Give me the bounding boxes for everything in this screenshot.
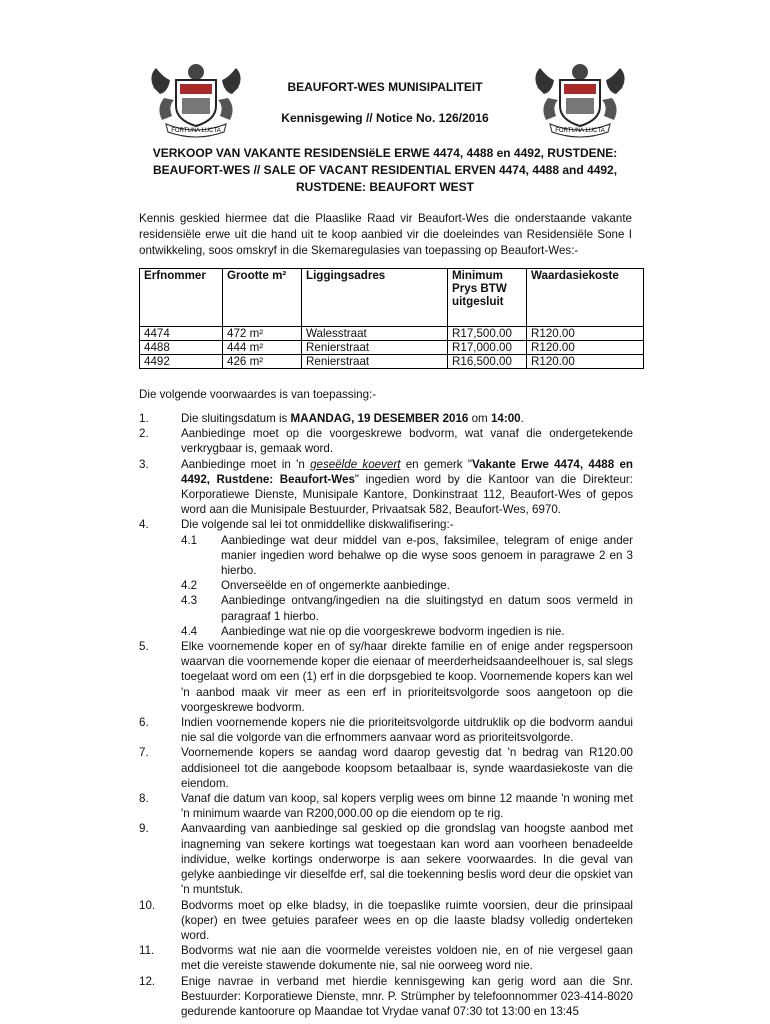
page-title: VERKOOP VAN VAKANTE RESIDENSIëLE ERWE 4474, 4488 en 4492, RUSTDENE: BEAUFORT-WES // SALE OF VACANT RESIDENTIAL ERVEN 4474, 4488 and 4492, RUSTDENE: BEAUFORT WEST	[152, 146, 618, 194]
item-number: 8.	[139, 792, 149, 806]
list-item	[139, 426, 633, 456]
col-header: Grootte m²	[223, 269, 302, 327]
municipality-heading: BEAUFORT-WES MUNISIPALITEIT	[287, 80, 483, 94]
item-text: Bodvorms moet op elke bladsy, in die toepaslike ruimte voorsien, deur die prinsipaal (koper) en twee getuies parafeer wees en op die laaste bladsy volledig onderteken word.	[181, 898, 633, 942]
table-cell: 4474	[140, 327, 223, 341]
sealed-envelope-text: geseëlde koevert	[310, 457, 401, 471]
item-text: en gemerk "	[400, 457, 472, 471]
item-number: 12.	[139, 974, 156, 988]
item-number: 10.	[139, 898, 156, 912]
item-text: Elke voornemende koper en of sy/haar direkte familie en of enige ander regspersoon waarvan die voornemende koper die eienaar of meerderheidsaandeelhouer is, sal slegs toegelaat word om een (1) erf in die dorpsgebied te koop. Voornemende kopers kan wel 'n aanbod maak vir meer as een erf in prioriteitsvolgorde soos aangetoon op die voorgeskrewe bodvorm.	[181, 640, 633, 714]
table-cell: R17,500.00	[448, 327, 527, 341]
sub-item-number: 4.1	[181, 533, 198, 547]
item-text: Aanbiedinge moet op die voorgeskrewe bodvorm, wat vanaf die ondergetekende verkrygbaar is, gemaak word.	[181, 427, 633, 456]
table-cell: 444 m²	[223, 341, 302, 355]
col-header: Erfnommer	[140, 269, 223, 327]
list-item	[139, 411, 633, 426]
logo-motto: FORTUNA LUCTA	[555, 128, 605, 134]
item-text: Vanaf die datum van koop, sal kopers verplig wees om binne 12 maande 'n woning met 'n minimum waarde van R200,000.00 op die eiendom op te rig.	[181, 792, 633, 821]
list-item	[139, 517, 633, 639]
sub-item-text: Aanbiedinge wat deur middel van e-pos, faksimilee, telegram of enige ander manier ingedien word behalwe op die wyse soos genoem in paragrawe 2 en 3 hierbo.	[221, 533, 633, 578]
table-cell: Renierstraat	[302, 355, 448, 369]
col-header: Waardasiekoste	[527, 269, 644, 327]
col-header: Minimum Prys BTW uitgesluit	[448, 269, 527, 327]
logo-motto: FORTUNA LUCTA	[171, 128, 221, 134]
sub-item	[181, 624, 633, 639]
table-cell: R16,500.00	[448, 355, 527, 369]
table-header-row	[140, 269, 644, 327]
list-item	[139, 745, 633, 791]
table-cell: Renierstraat	[302, 341, 448, 355]
item-number: 7.	[139, 746, 149, 760]
list-item	[139, 457, 633, 518]
item-text: Die sluitingsdatum is	[181, 412, 291, 425]
item-number: 9.	[139, 822, 149, 836]
sub-item	[181, 593, 633, 623]
municipal-crest-logo	[146, 58, 246, 138]
list-item	[139, 639, 633, 715]
sub-item-text: Aanbiedinge wat nie op die voorgeskrewe bodvorm ingedien is nie.	[221, 624, 565, 638]
table-cell: 426 m²	[223, 355, 302, 369]
item-text: Die volgende sal lei tot onmiddellike diskwalifisering:-	[181, 518, 454, 532]
closing-date: MAANDAG, 19 DESEMBER 2016	[290, 412, 469, 425]
table-row	[140, 341, 644, 355]
envelope-marking: Vakante Erwe 4474, 4488 en 4492, Rustdene: Beaufort-Wes	[181, 457, 633, 486]
list-item	[139, 974, 633, 1020]
item-number: 4.	[139, 518, 149, 532]
list-item	[139, 898, 633, 944]
table-cell: R120.00	[527, 341, 644, 355]
item-text: om	[468, 412, 491, 425]
sub-item-number: 4.3	[181, 594, 198, 608]
sub-item-text: Onverseëlde en of ongemerkte aanbiedinge.	[221, 579, 450, 593]
item-number: 2.	[139, 427, 149, 441]
sub-item	[181, 578, 633, 593]
col-header: Liggingsadres	[302, 269, 448, 327]
list-item	[139, 943, 633, 973]
item-number: 1.	[139, 412, 149, 425]
item-text: .	[520, 412, 524, 425]
item-number: 11.	[139, 944, 155, 958]
item-text: " ingedien word by die Kantoor van die Direkteur: Korporatiewe Dienste, Munisipale Kantore, Donkinstraat 112, Beaufort-Wes of gepos word aan die Munisipale Bestuurder, Privaatsak 582, Beaufort-Wes, 6970.	[181, 472, 634, 517]
list-item	[139, 791, 633, 821]
table-cell: R120.00	[527, 327, 644, 341]
notice-number: Kennisgewing // Notice No. 126/2016	[281, 111, 489, 125]
table-row	[140, 355, 644, 369]
sub-item-number: 4.2	[181, 579, 198, 593]
item-number: 3.	[139, 457, 149, 471]
intro-paragraph: Kennis geskied hiermee dat die Plaaslike Raad vir Beaufort-Wes die onderstaande vakante residensiële erwe uit die hand uit te koop aanbied vir die doeleindes van Residensiële Sone I ontwikkeling, soos omskryf in die Skemaregulasies van toepassing op Beaufort-Wes:-	[139, 212, 632, 257]
list-item	[139, 821, 633, 897]
table-cell: 4488	[140, 341, 223, 355]
item-text: Indien voornemende kopers nie die prioriteitsvolgorde uitdruklik op die bodvorm aandui nie sal die volgorde van die erfnommers aanvaar word as prioriteitsvolgorde.	[181, 716, 633, 745]
table-cell: R17,000.00	[448, 341, 527, 355]
item-text: Enige navrae in verband met hierdie kennisgewing kan gerig word aan die Snr. Bestuurder: Korporatiewe Dienste, mnr. P. Strümpher by telefoonnommer 023-414-8020 gedurende kantoorure op Maandae tot Vrydae vanaf 07:30 tot 13:00 en 13:45	[181, 974, 633, 1018]
item-text: Bodvorms wat nie aan die voormelde vereistes voldoen nie, en of nie vergesel gaan met die vereiste stawende dokumente nie, sal nie oorweeg word nie.	[181, 944, 633, 973]
item-text: Aanbiedinge moet in 'n	[181, 457, 311, 471]
item-number: 6.	[139, 716, 149, 730]
table-cell: R120.00	[527, 355, 644, 369]
municipal-crest-logo	[530, 58, 630, 138]
sub-item	[181, 533, 633, 579]
table-row	[140, 327, 644, 341]
item-number: 5.	[139, 640, 149, 654]
sub-item-number: 4.4	[181, 624, 198, 638]
list-item	[139, 715, 633, 745]
table-cell: 472 m²	[223, 327, 302, 341]
closing-time: 14:00	[490, 412, 521, 425]
erven-table	[139, 268, 644, 369]
item-text: Voornemende kopers se aandag word daarop gevestig dat 'n bedrag van R120.00 addisioneel tot die aangebode koopsom betaalbaar is, synde waardasiekoste van die eiendom.	[181, 746, 633, 790]
sub-item-text: Aanbiedinge ontvang/ingedien na die sluitingstyd en datum soos vermeld in paragraaf 1 hierbo.	[221, 594, 633, 623]
conditions-intro: Die volgende voorwaardes is van toepassing:-	[139, 388, 377, 401]
item-text: Aanvaarding van aanbiedinge sal geskied op die grondslag van hoogste aanbod met inagneming van sekere kortings wat toegestaan kan word aan voorheen benadeelde individue, welke kortings onderworpe is aan sekere voorwaardes. In die geval van gelyke aanbiedinge vir dieselfde erf, sal die toekenning beslis word deur die opskiet van 'n muntstuk.	[181, 822, 633, 897]
conditions-list	[139, 411, 633, 1019]
table-cell: Walesstraat	[302, 327, 448, 341]
table-cell: 4492	[140, 355, 223, 369]
